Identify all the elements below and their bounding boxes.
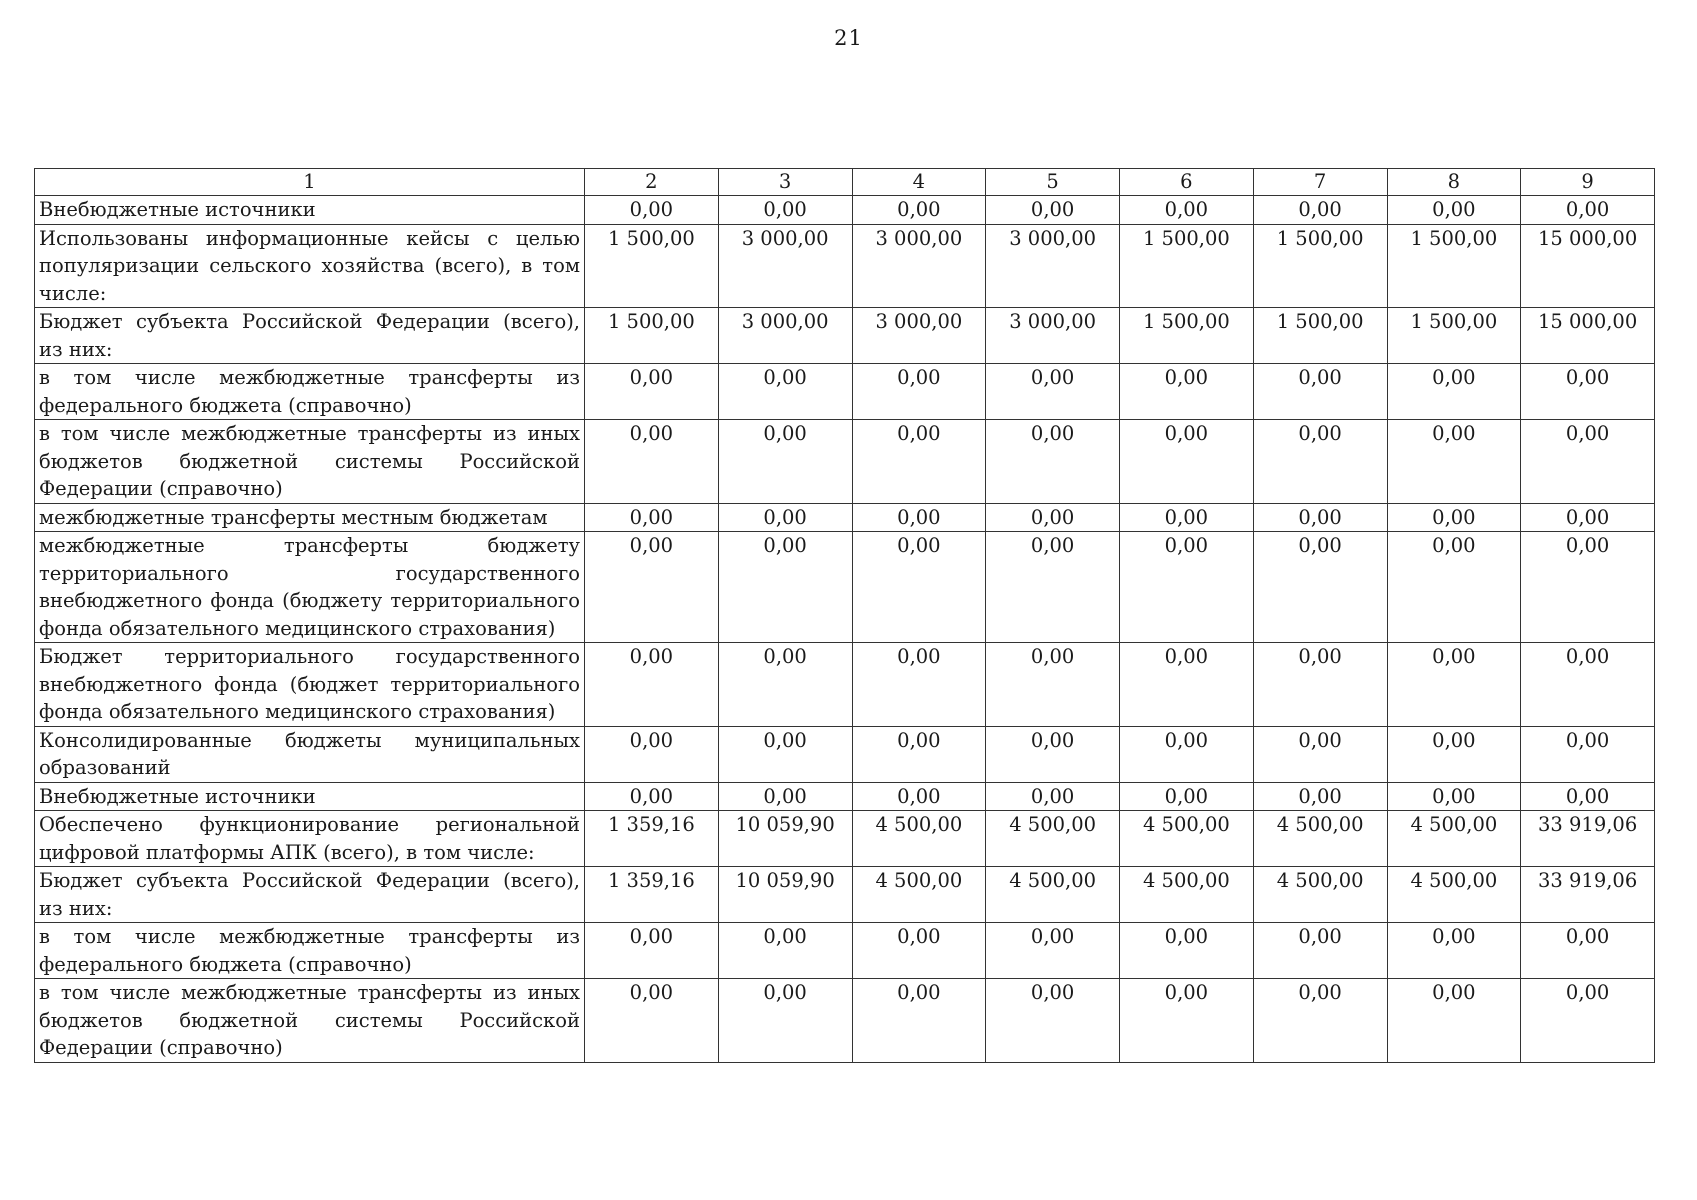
value-cell: 0,00 [1387, 643, 1521, 727]
value-cell: 0,00 [1387, 782, 1521, 811]
value-cell: 1 500,00 [1387, 308, 1521, 364]
page-number: 21 [834, 26, 863, 50]
table-row [35, 867, 1655, 923]
row-label: в том числе межбюджетные трансферты из иных бюджетов бюджетной системы Российской Федерации (справочно) [35, 420, 585, 504]
column-header: 2 [585, 169, 719, 196]
column-header: 4 [852, 169, 986, 196]
value-cell: 0,00 [1387, 364, 1521, 420]
row-label: в том числе межбюджетные трансферты из федерального бюджета (справочно) [35, 364, 585, 420]
value-cell: 1 359,16 [585, 811, 719, 867]
value-cell: 0,00 [585, 923, 719, 979]
value-cell: 1 500,00 [1253, 308, 1387, 364]
row-label: межбюджетные трансферты местным бюджетам [35, 503, 585, 532]
value-cell: 0,00 [1387, 196, 1521, 225]
value-cell: 0,00 [852, 364, 986, 420]
value-cell: 0,00 [986, 503, 1120, 532]
value-cell: 10 059,90 [718, 867, 852, 923]
table-row [35, 224, 1655, 308]
value-cell: 0,00 [1387, 923, 1521, 979]
value-cell: 0,00 [1120, 196, 1254, 225]
value-cell: 0,00 [1253, 420, 1387, 504]
value-cell: 10 059,90 [718, 811, 852, 867]
value-cell: 4 500,00 [986, 867, 1120, 923]
value-cell: 0,00 [718, 643, 852, 727]
value-cell: 0,00 [718, 923, 852, 979]
value-cell: 0,00 [718, 420, 852, 504]
value-cell: 0,00 [1253, 923, 1387, 979]
header-row [35, 169, 1655, 196]
value-cell: 0,00 [1253, 503, 1387, 532]
column-header: 7 [1253, 169, 1387, 196]
value-cell: 0,00 [852, 532, 986, 643]
value-cell: 0,00 [986, 532, 1120, 643]
value-cell: 0,00 [1120, 532, 1254, 643]
value-cell: 4 500,00 [852, 811, 986, 867]
value-cell: 0,00 [585, 196, 719, 225]
value-cell: 0,00 [1521, 923, 1655, 979]
value-cell: 0,00 [1387, 979, 1521, 1063]
value-cell: 1 500,00 [1253, 224, 1387, 308]
table-row [35, 308, 1655, 364]
value-cell: 0,00 [1253, 364, 1387, 420]
value-cell: 3 000,00 [852, 308, 986, 364]
table-row [35, 420, 1655, 504]
row-label: Обеспечено функционирование региональной цифровой платформы АПК (всего), в том числе: [35, 811, 585, 867]
table-container [34, 168, 1652, 1063]
value-cell: 0,00 [852, 643, 986, 727]
value-cell: 0,00 [1120, 643, 1254, 727]
column-header: 5 [986, 169, 1120, 196]
value-cell: 0,00 [986, 782, 1120, 811]
value-cell: 0,00 [852, 503, 986, 532]
value-cell: 0,00 [1120, 782, 1254, 811]
row-label: Внебюджетные источники [35, 782, 585, 811]
value-cell: 0,00 [718, 726, 852, 782]
budget-table [34, 168, 1655, 1063]
value-cell: 0,00 [986, 420, 1120, 504]
table-row [35, 364, 1655, 420]
row-label: межбюджетные трансферты бюджету территориального государственного внебюджетного фонда (бюджету территориального фонда обязательного медицинского страхования) [35, 532, 585, 643]
value-cell: 0,00 [585, 503, 719, 532]
column-header: 9 [1521, 169, 1655, 196]
row-label: Бюджет субъекта Российской Федерации (всего), из них: [35, 308, 585, 364]
value-cell: 0,00 [585, 532, 719, 643]
table-row [35, 503, 1655, 532]
value-cell: 1 500,00 [1120, 308, 1254, 364]
value-cell: 0,00 [585, 979, 719, 1063]
value-cell: 0,00 [986, 979, 1120, 1063]
value-cell: 0,00 [986, 643, 1120, 727]
value-cell: 4 500,00 [1253, 867, 1387, 923]
row-label: Бюджет территориального государственного внебюджетного фонда (бюджет территориального фонда обязательного медицинского страхования) [35, 643, 585, 727]
value-cell: 0,00 [852, 782, 986, 811]
value-cell: 1 359,16 [585, 867, 719, 923]
value-cell: 0,00 [1253, 532, 1387, 643]
table-row [35, 726, 1655, 782]
column-header: 1 [35, 169, 585, 196]
value-cell: 0,00 [986, 196, 1120, 225]
value-cell: 15 000,00 [1521, 308, 1655, 364]
table-row [35, 643, 1655, 727]
value-cell: 0,00 [1253, 979, 1387, 1063]
value-cell: 3 000,00 [986, 224, 1120, 308]
column-header: 3 [718, 169, 852, 196]
value-cell: 3 000,00 [718, 224, 852, 308]
value-cell: 0,00 [585, 420, 719, 504]
value-cell: 0,00 [1521, 532, 1655, 643]
table-row [35, 782, 1655, 811]
value-cell: 0,00 [1253, 726, 1387, 782]
value-cell: 0,00 [718, 782, 852, 811]
table-row [35, 923, 1655, 979]
value-cell: 0,00 [1120, 726, 1254, 782]
value-cell: 0,00 [1521, 420, 1655, 504]
value-cell: 0,00 [986, 923, 1120, 979]
value-cell: 0,00 [1521, 196, 1655, 225]
row-label: Бюджет субъекта Российской Федерации (всего), из них: [35, 867, 585, 923]
value-cell: 0,00 [852, 420, 986, 504]
value-cell: 0,00 [718, 503, 852, 532]
value-cell: 4 500,00 [1387, 867, 1521, 923]
value-cell: 0,00 [852, 979, 986, 1063]
value-cell: 0,00 [1521, 503, 1655, 532]
value-cell: 0,00 [585, 643, 719, 727]
row-label: Использованы информационные кейсы с целью популяризации сельского хозяйства (всего), в том числе: [35, 224, 585, 308]
value-cell: 15 000,00 [1521, 224, 1655, 308]
value-cell: 3 000,00 [718, 308, 852, 364]
value-cell: 0,00 [585, 364, 719, 420]
value-cell: 0,00 [1521, 979, 1655, 1063]
value-cell: 4 500,00 [1120, 867, 1254, 923]
value-cell: 0,00 [852, 196, 986, 225]
table-row [35, 196, 1655, 225]
value-cell: 0,00 [1120, 420, 1254, 504]
row-label: в том числе межбюджетные трансферты из иных бюджетов бюджетной системы Российской Федерации (справочно) [35, 979, 585, 1063]
value-cell: 4 500,00 [852, 867, 986, 923]
value-cell: 33 919,06 [1521, 811, 1655, 867]
table-row [35, 979, 1655, 1063]
value-cell: 1 500,00 [1387, 224, 1521, 308]
value-cell: 0,00 [1387, 532, 1521, 643]
value-cell: 33 919,06 [1521, 867, 1655, 923]
value-cell: 0,00 [718, 364, 852, 420]
value-cell: 3 000,00 [852, 224, 986, 308]
value-cell: 0,00 [718, 532, 852, 643]
value-cell: 0,00 [585, 726, 719, 782]
value-cell: 0,00 [1253, 643, 1387, 727]
value-cell: 0,00 [718, 196, 852, 225]
value-cell: 0,00 [585, 782, 719, 811]
value-cell: 0,00 [1387, 420, 1521, 504]
column-header: 6 [1120, 169, 1254, 196]
value-cell: 0,00 [852, 726, 986, 782]
value-cell: 1 500,00 [585, 308, 719, 364]
value-cell: 1 500,00 [585, 224, 719, 308]
value-cell: 0,00 [1120, 503, 1254, 532]
value-cell: 3 000,00 [986, 308, 1120, 364]
value-cell: 0,00 [1387, 503, 1521, 532]
value-cell: 0,00 [1521, 643, 1655, 727]
value-cell: 0,00 [1120, 979, 1254, 1063]
value-cell: 4 500,00 [1387, 811, 1521, 867]
value-cell: 0,00 [1521, 726, 1655, 782]
value-cell: 0,00 [1521, 364, 1655, 420]
column-header: 8 [1387, 169, 1521, 196]
table-row [35, 532, 1655, 643]
value-cell: 0,00 [1120, 923, 1254, 979]
value-cell: 0,00 [852, 923, 986, 979]
value-cell: 4 500,00 [1253, 811, 1387, 867]
value-cell: 4 500,00 [986, 811, 1120, 867]
row-label: в том числе межбюджетные трансферты из федерального бюджета (справочно) [35, 923, 585, 979]
value-cell: 0,00 [1253, 196, 1387, 225]
value-cell: 0,00 [1253, 782, 1387, 811]
value-cell: 0,00 [1521, 782, 1655, 811]
value-cell: 0,00 [986, 364, 1120, 420]
value-cell: 0,00 [1120, 364, 1254, 420]
value-cell: 4 500,00 [1120, 811, 1254, 867]
value-cell: 0,00 [1387, 726, 1521, 782]
value-cell: 0,00 [986, 726, 1120, 782]
value-cell: 0,00 [718, 979, 852, 1063]
row-label: Консолидированные бюджеты муниципальных образований [35, 726, 585, 782]
value-cell: 1 500,00 [1120, 224, 1254, 308]
table-row [35, 811, 1655, 867]
row-label: Внебюджетные источники [35, 196, 585, 225]
